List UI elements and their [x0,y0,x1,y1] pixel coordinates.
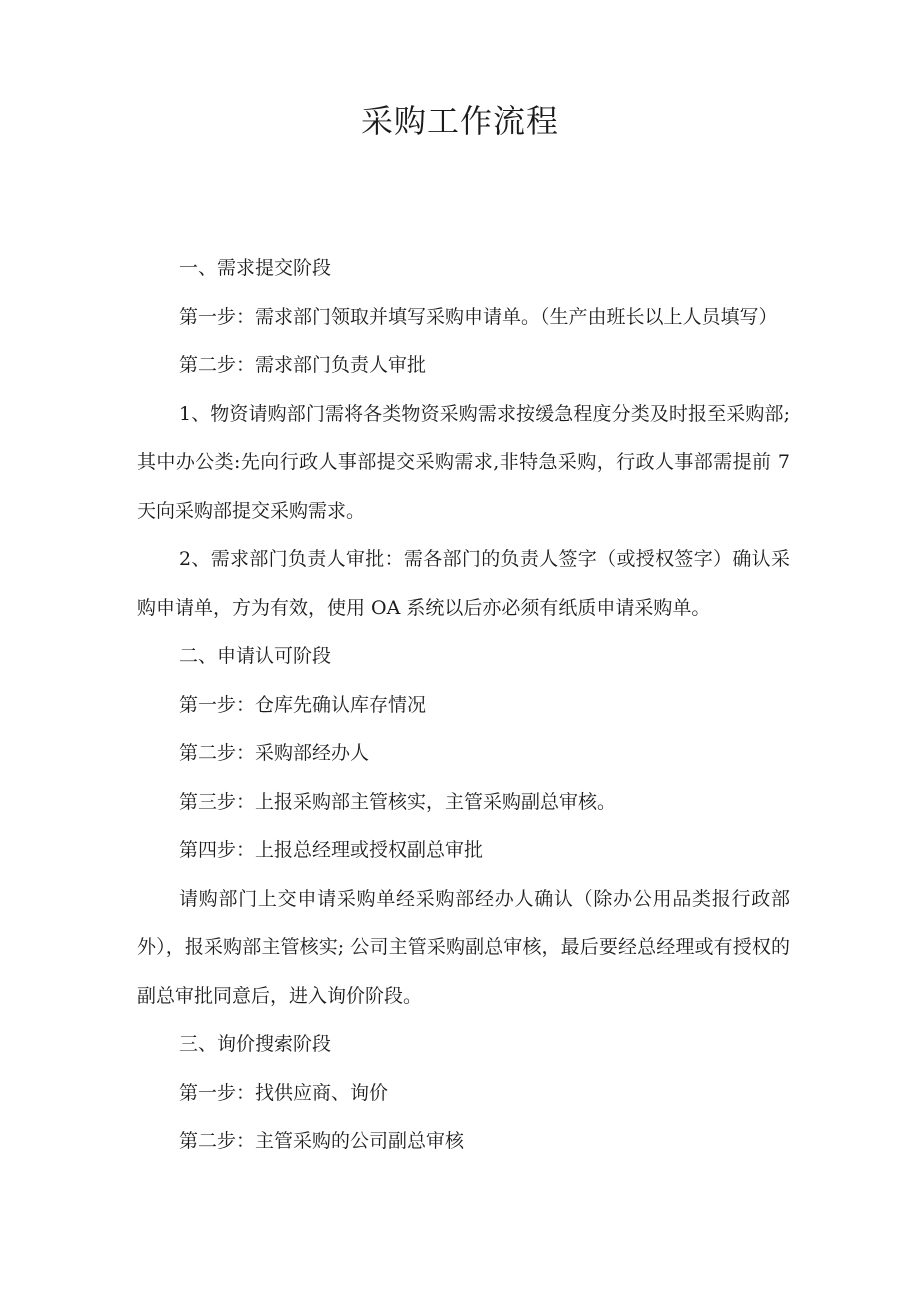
step-paragraph: 第二步：需求部门负责人审批 [179,354,427,376]
section-heading-approval: 二、申请认可阶段 [179,645,332,667]
document-title: 采购工作流程 [360,102,559,140]
step-paragraph: 第四步：上报总经理或授权副总审批 [179,839,484,861]
body-paragraph: 2、需求部门负责人审批：需各部门的负责人签字（或授权签字）确认采购申请单，方为有效，使用 OA 系统以后亦必须有纸质申请采购单。 [137,548,790,619]
step-paragraph: 第二步：采购部经办人 [179,742,370,764]
body-paragraph: 1、物资请购部门需将各类物资采购需求按缓急程度分类及时报至采购部; 其中办公类:先向行政人事部提交采购需求,非特急采购，行政人事部需提前 7 天向采购部提交采购需求。 [137,402,790,522]
step-paragraph: 第三步：上报采购部主管核实，主管采购副总审核。 [179,790,617,813]
step-paragraph: 第一步：需求部门领取并填写采购申请单。（生产由班长以上人员填写） [179,305,778,328]
step-paragraph: 第一步：仓库先确认库存情况 [179,693,427,716]
section-heading-inquiry: 三、询价搜索阶段 [179,1033,332,1055]
step-paragraph: 第二步：主管采购的公司副总审核 [179,1130,465,1152]
section-heading-demand: 一、需求提交阶段 [179,257,332,279]
step-paragraph: 第一步：找供应商、询价 [179,1081,389,1104]
document-body [137,244,790,1166]
body-paragraph: 请购部门上交申请采购单经采购部经办人确认（除办公用品类报行政部外），报采购部主管核实; 公司主管采购副总审核，最后要经总经理或有授权的副总审批同意后，进入询价阶段。 [137,887,790,1007]
